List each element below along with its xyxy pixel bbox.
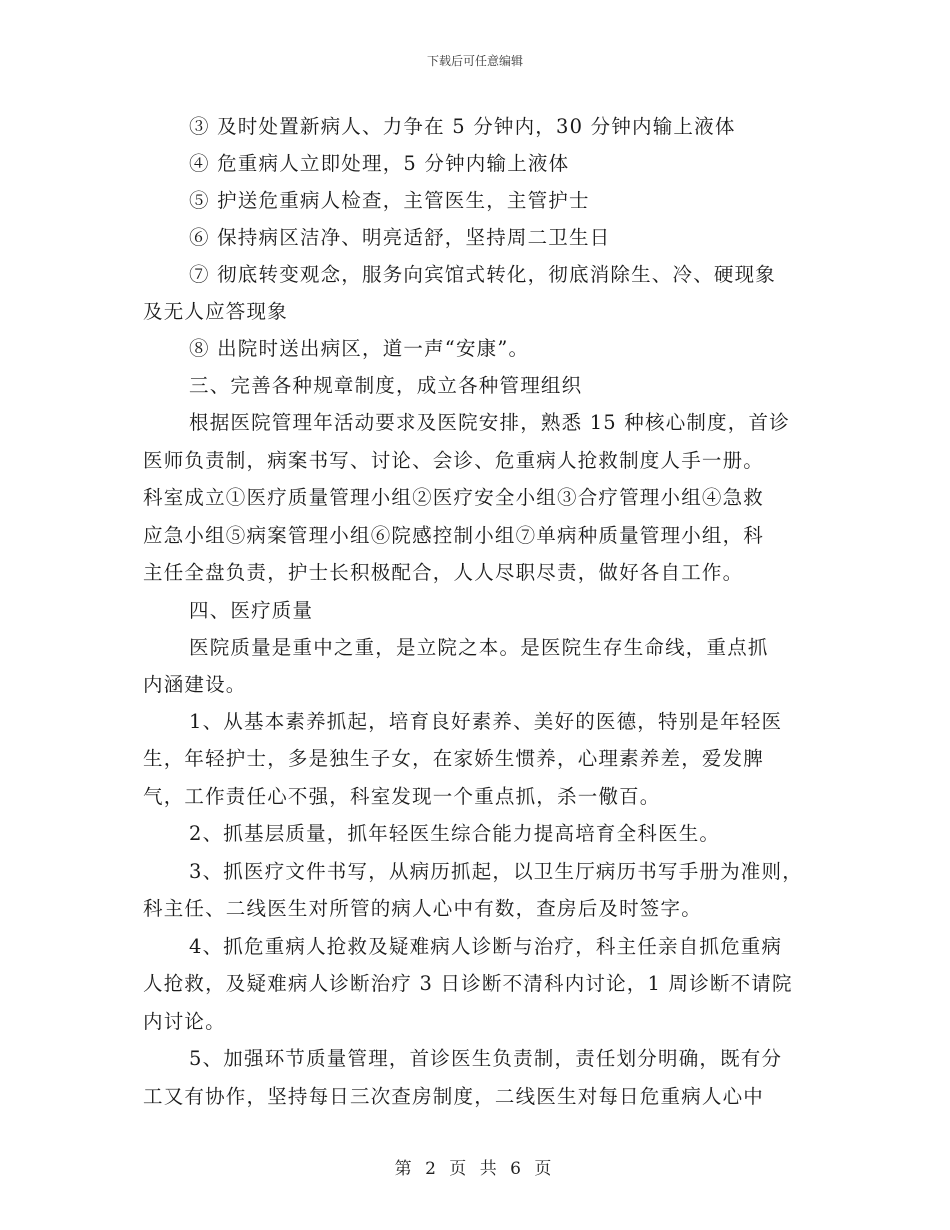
text-line: 3、抓医疗文件书写，从病历抓起，以卫生厅病历书写手册为准则， [189, 859, 803, 883]
text-line: ⑦ 彻底转变观念，服务向宾馆式转化，彻底消除生、冷、硬现象 [189, 263, 776, 286]
section-heading: 四、医疗质量 [189, 598, 314, 622]
text-line: 主任全盘负责，护士长积极配合，人人尽职尽责，做好各自工作。 [143, 561, 744, 584]
text-line: 1、从基本素养抓起，培育良好素养、美好的医德，特别是年轻医 [189, 709, 783, 733]
text-line: ⑧ 出院时送出病区，道一声“安康”。 [189, 337, 530, 360]
text-line: 内讨论。 [143, 1009, 226, 1033]
text-line: 医院质量是重中之重，是立院之本。是医院生存生命线，重点抓 [189, 635, 769, 659]
text-line: 2、抓基层质量，抓年轻医生综合能力提高培育全科医生。 [189, 822, 721, 845]
text-line: 及无人应答现象 [143, 300, 288, 323]
text-line: 医师负责制，病案书写、讨论、会诊、危重病人抢救制度人手一册。 [143, 448, 765, 472]
text-line: 工又有协作，坚持每日三次查房制度，二线医生对每日危重病人心中 [143, 1084, 765, 1108]
text-line: 5、加强环节质量管理，首诊医生负责制，责任划分明确，既有分 [189, 1047, 783, 1070]
document-body [143, 108, 823, 1115]
text-line: 根据医院管理年活动要求及医院安排，熟悉 15 种核心制度，首诊 [189, 411, 790, 434]
text-line: 生，年轻护士，多是独生子女，在家娇生惯养，心理素养差，爱发脾 [143, 747, 765, 770]
text-line: 应急小组⑤病案管理小组⑥院感控制小组⑦单病种质量管理小组，科 [143, 523, 765, 547]
page-header: 下载后可任意编辑 [426, 54, 523, 68]
text-line: ③ 及时处置新病人、力争在 5 分钟内，30 分钟内输上液体 [189, 115, 736, 138]
text-line: 气，工作责任心不强，科室发现一个重点抓，杀一儆百。 [143, 784, 661, 808]
text-line: 科室成立①医疗质量管理小组②医疗安全小组③合疗管理小组④急救 [143, 486, 765, 509]
text-line: 4、抓危重病人抢救及疑难病人诊断与治疗，科主任亲自抓危重病 [189, 934, 783, 958]
text-line: 科主任、二线医生对所管的病人心中有数，查房后及时签字。 [143, 897, 702, 920]
text-line: 人抢救，及疑难病人诊断治疗 3 日诊断不清科内讨论，1 周诊断不请院 [143, 972, 793, 995]
section-heading: 三、完善各种规章制度，成立各种管理组织 [189, 374, 583, 397]
page-number-footer: 第 2 页 共 6 页 [394, 1159, 556, 1179]
text-line: ⑥ 保持病区洁净、明亮适舒，坚持周二卫生日 [189, 226, 611, 249]
text-line: 内涵建设。 [143, 672, 247, 696]
text-line: ④ 危重病人立即处理，5 分钟内输上液体 [189, 152, 570, 175]
text-line: ⑤ 护送危重病人检查，主管医生，主管护士 [189, 189, 590, 212]
